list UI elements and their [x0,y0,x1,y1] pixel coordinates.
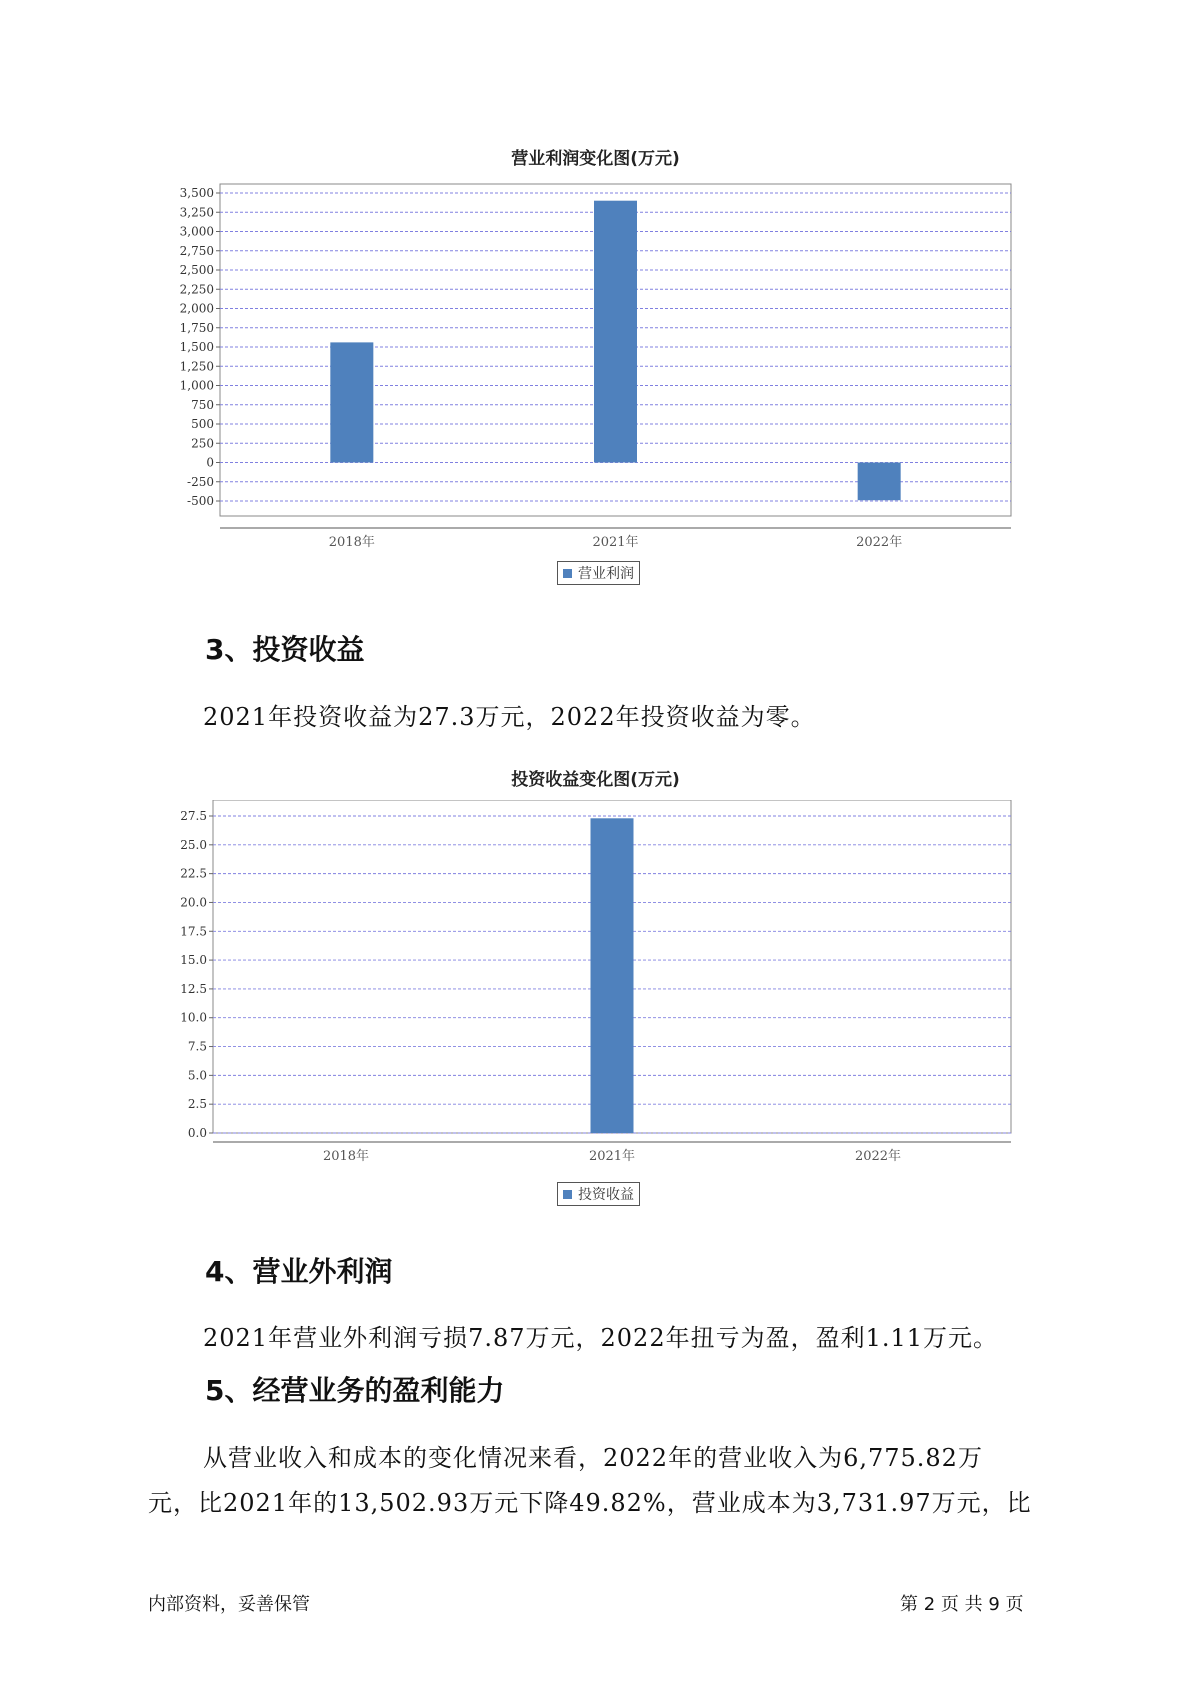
legend-label: 投资收益 [578,1187,634,1203]
y-tick-label: 1,750 [179,320,214,335]
chart-legend-investment-income [557,1182,640,1206]
y-tick-label: -250 [187,474,214,489]
x-tick-label: 2022年 [854,1149,902,1164]
y-tick-label: 2,750 [179,243,214,258]
y-tick-label: 2,250 [179,282,214,297]
y-tick-label: 1,500 [179,340,214,354]
chart-legend-operating-profit [557,561,640,585]
footer-confidential-note: 内部资料，妥善保管 [148,1594,310,1615]
legend-label: 营业利润 [578,566,634,582]
investment-income-chart [0,800,1191,1170]
y-tick-label: 3,500 [179,186,214,200]
y-tick-label: 2,500 [179,263,214,277]
y-tick-label: 0 [206,455,214,470]
y-tick-label: 5.0 [187,1068,207,1083]
x-tick-label: 2021年 [588,1149,636,1164]
y-tick-label: 2,000 [179,301,214,316]
x-tick-label: 2022年 [856,535,903,550]
y-tick-label: 3,000 [179,224,214,239]
x-tick-label: 2018年 [328,535,375,550]
y-tick-label: 10.0 [180,1010,207,1025]
y-tick-label: 17.5 [180,924,207,939]
y-tick-label: 20.0 [180,895,207,910]
legend-swatch [563,1190,572,1199]
y-tick-label: 2.5 [187,1097,207,1112]
y-tick-label: 250 [191,436,214,451]
section-heading-profitability: 5、经营业务的盈利能力 [205,1374,505,1407]
y-tick-label: -500 [187,494,214,508]
y-tick-label: 1,000 [179,378,214,393]
y-tick-label: 500 [191,417,214,431]
y-tick-label: 15.0 [180,953,207,968]
y-tick-label: 12.5 [180,981,207,996]
paragraph-profitability-line2: 元，比2021年的13,502.93万元下降49.82%，营业成本为3,731.97万元，比 [148,1489,1032,1517]
legend-swatch [563,569,572,578]
y-tick-label: 27.5 [180,809,207,823]
y-tick-label: 1,250 [179,359,214,374]
section-heading-non-operating-profit: 4、营业外利润 [205,1255,393,1288]
paragraph-profitability-line1: 从营业收入和成本的变化情况来看，2022年的营业收入为6,775.82万 [203,1444,983,1472]
chart-title-operating-profit: 营业利润变化图(万元) [511,149,680,169]
paragraph-investment-income: 2021年投资收益为27.3万元，2022年投资收益为零。 [203,703,816,731]
section-heading-investment-income: 3、投资收益 [205,633,365,666]
operating-profit-chart [0,180,1191,550]
x-tick-label: 2018年 [322,1149,370,1164]
bar-3 [858,463,901,501]
y-tick-label: 3,250 [179,205,214,220]
bar-1 [330,342,373,462]
y-tick-label: 22.5 [180,866,207,881]
chart-title-investment-income: 投资收益变化图(万元) [511,770,680,790]
y-tick-label: 750 [191,397,214,412]
footer-page-number: 第 2 页 共 9 页 [900,1594,1024,1615]
y-tick-label: 0.0 [187,1126,207,1140]
x-tick-label: 2021年 [592,535,639,550]
y-tick-label: 7.5 [187,1039,207,1054]
bar-2 [594,201,637,463]
paragraph-non-operating-profit: 2021年营业外利润亏损7.87万元，2022年扭亏为盈，盈利1.11万元。 [203,1324,999,1352]
y-tick-label: 25.0 [180,837,207,852]
bar-2 [591,818,634,1133]
